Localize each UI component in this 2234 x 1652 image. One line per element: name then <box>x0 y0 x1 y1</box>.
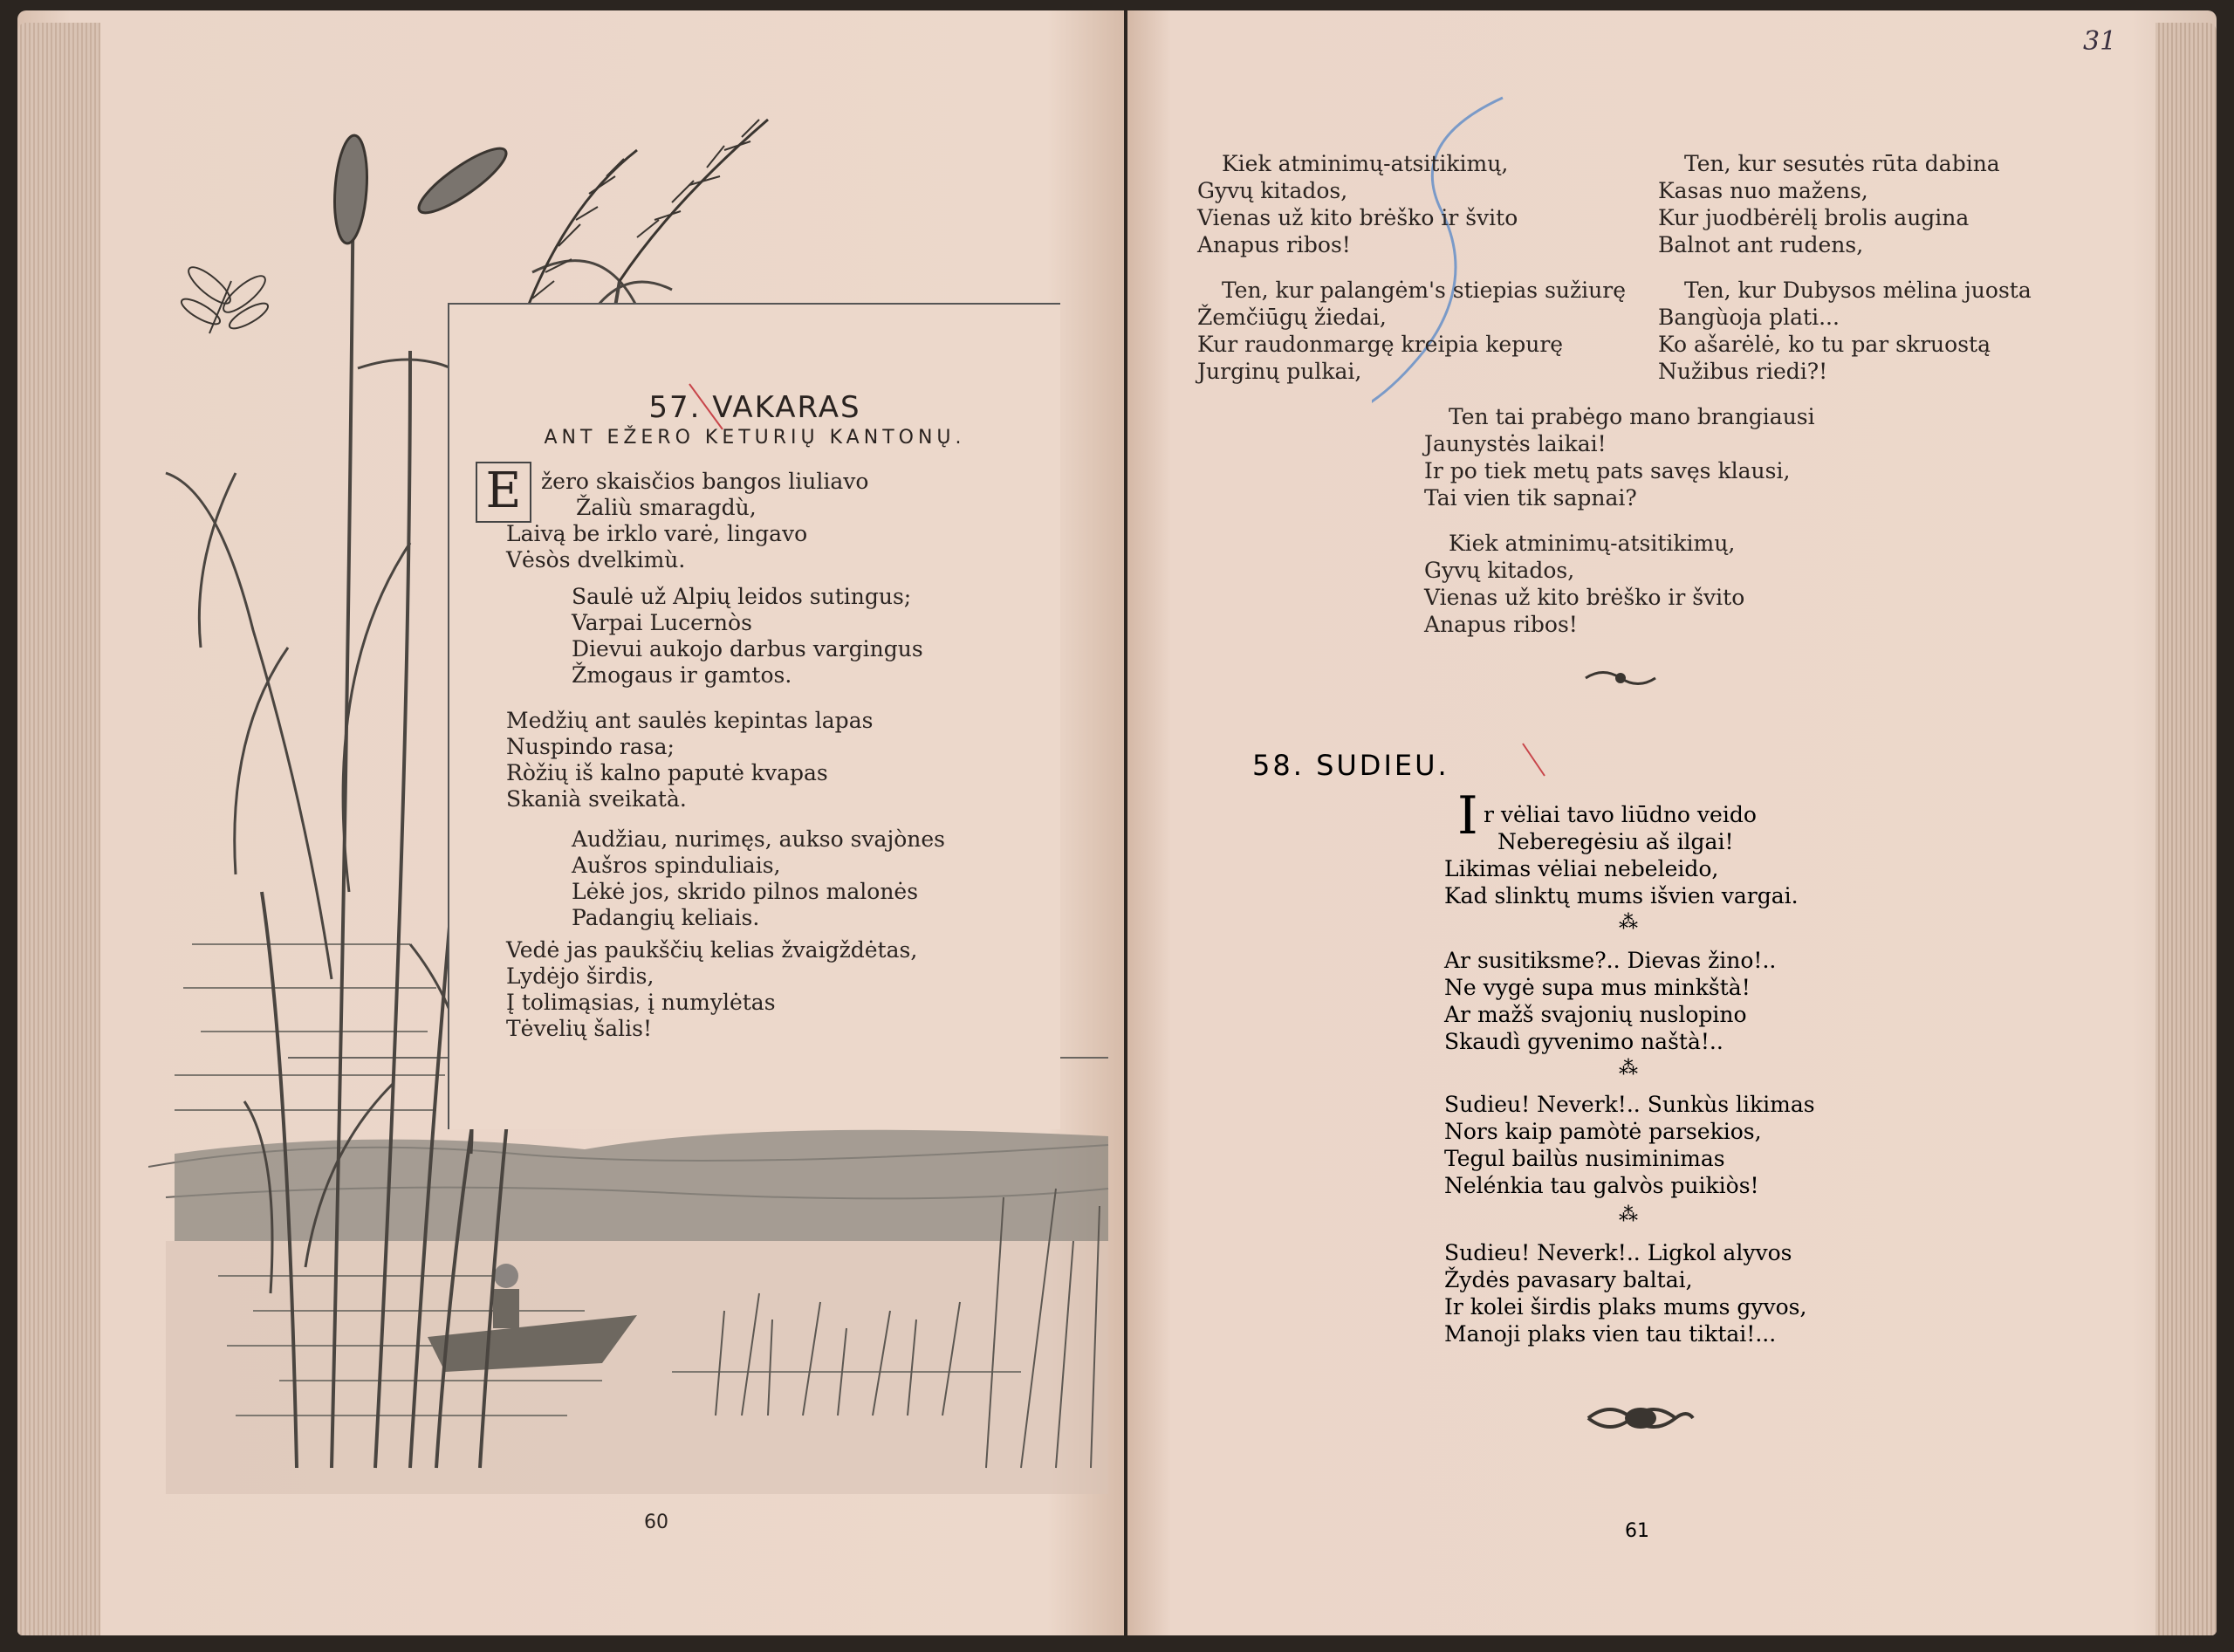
stanza-5 <box>506 937 917 1042</box>
poem-58-stanza-1 <box>1484 801 1757 855</box>
verse-line: žero skaisčios bangos liuliavo <box>541 469 869 494</box>
stanza-center-1 <box>1424 403 1815 511</box>
stanza-right-1 <box>1658 150 2000 258</box>
verse-line: Gyvų kitados, <box>1197 178 1348 203</box>
verse-line: Vedė jas paukščių kelias žvaigždėtas, <box>506 937 918 963</box>
verse-line: Aušros spinduliais, <box>572 853 781 878</box>
poem-58-stanza-3 <box>1444 1091 1815 1199</box>
verse-line: Nelénkia tau galvòs puikiòs! <box>1444 1173 1759 1198</box>
verse-line: Anapus ribos! <box>1424 612 1578 637</box>
verse-line: Vienas už kito brėško ir švito <box>1424 585 1745 610</box>
verse-line: Kasas nuo mažens, <box>1658 178 1868 203</box>
verse-line: Ten, kur palangėm's stiepias sužiurę <box>1222 278 1627 303</box>
verse-line: Žmogaus ir gamtos. <box>572 662 792 688</box>
verse-line: Ne vygė supa mus minkštà! <box>1444 975 1751 1000</box>
verse-line: Ten, kur Dubysos mėlina juosta <box>1684 278 2032 303</box>
page-edges <box>2155 23 2217 1635</box>
verse-line: Vėsòs dvelkimù. <box>506 547 686 572</box>
stanza-3 <box>506 708 873 812</box>
verse-line: Ko ašarėlė, ko tu par skruostą <box>1658 332 1991 357</box>
stanza-1-cont <box>506 521 807 573</box>
handwritten-page-number: 31 <box>2083 26 2117 57</box>
stanza-right-2 <box>1658 277 2032 385</box>
red-pencil-mark <box>681 377 733 447</box>
verse-line: Ar mažš svajonių nuslopino <box>1444 1002 1747 1027</box>
poem-58-title: 58. SUDIEU. <box>1252 749 1449 782</box>
verse-line: Jaunystės laikai! <box>1424 431 1607 456</box>
verse-line: Skaudì gyvenimo naštà!.. <box>1444 1029 1723 1054</box>
verse-line: Ten, kur sesutės rūta dabina <box>1684 151 2000 176</box>
verse-line: Ten tai prabėgo mano brangiausi <box>1449 404 1815 429</box>
poem-57-title: 57. VAKARAS <box>648 390 861 425</box>
verse-line: Lydėjo širdis, <box>506 963 654 989</box>
verse-line: Bangùoja plati... <box>1658 305 1840 330</box>
verse-line: Padangių keliais. <box>572 905 760 930</box>
verse-line: Sudieu! Neverk!.. Sunkùs likimas <box>1444 1092 1815 1117</box>
verse-line: Ir po tiek metų pats savęs klausi, <box>1424 458 1791 483</box>
verse-line: Dievui aukojo darbus vargingus <box>572 636 923 661</box>
verse-line: Vienas už kito brėško ir švito <box>1197 205 1518 230</box>
page-number-right: 61 <box>1625 1520 1649 1542</box>
verse-line: Laivą be irklo varė, lingavo <box>506 521 808 546</box>
verse-line: Skanià sveikatà. <box>506 786 687 812</box>
poem-57-subtitle: ANT EŽERO KETURIŲ KANTONŲ. <box>544 427 966 449</box>
separator-star: ⁂ <box>1619 912 1638 934</box>
verse-line: Sudieu! Neverk!.. Ligkol alyvos <box>1444 1240 1792 1265</box>
page-number-left: 60 <box>644 1511 668 1533</box>
stanza-2 <box>572 584 923 689</box>
stanza-left-1 <box>1197 150 1518 258</box>
poem-58-stanza-4 <box>1444 1239 1806 1347</box>
verse-line: Varpai Lucernòs <box>572 610 752 635</box>
poem-58-stanza-1-cont <box>1444 855 1799 909</box>
open-book <box>17 0 2217 1652</box>
verse-line: Nužibus riedi?! <box>1658 359 1828 384</box>
verse-line: Ir kolei širdis plaks mums gyvos, <box>1444 1294 1807 1320</box>
stanza-4 <box>572 826 945 931</box>
page-edges <box>17 23 100 1635</box>
drop-cap: I <box>1457 785 1478 847</box>
verse-line: Audžiau, nurimęs, aukso svajònes <box>572 826 945 852</box>
verse-line: Ròžių iš kalno paputė kvapas <box>506 760 828 785</box>
verse-line: Neberegėsiu aš ilgai! <box>1497 829 1734 854</box>
verse-line: Kiek atminimų-atsitikimų, <box>1222 151 1509 176</box>
verse-line: Ar susitiksme?.. Dievas žino!.. <box>1444 948 1777 973</box>
verse-line: Anapus ribos! <box>1197 232 1351 257</box>
verse-line: Balnot ant rudens, <box>1658 232 1864 257</box>
end-ornament <box>1584 1396 1697 1440</box>
separator-star: ⁂ <box>1619 1058 1638 1080</box>
poem-57-frame <box>448 303 1060 1129</box>
verse-line: Saulė už Alpių leidos sutingus; <box>572 584 912 609</box>
divider-ornament <box>1581 665 1660 691</box>
left-page <box>17 10 1124 1635</box>
verse-line: Medžių ant saulės kepintas lapas <box>506 708 874 733</box>
stanza-1 <box>541 469 868 521</box>
red-pencil-mark <box>1518 739 1553 783</box>
verse-line: Kur juodbėrėlį brolis augina <box>1658 205 1970 230</box>
stanza-left-2 <box>1197 277 1626 385</box>
verse-line: Žemčiūgų žiedai, <box>1197 305 1387 330</box>
separator-star: ⁂ <box>1619 1204 1638 1226</box>
verse-line: Tėvelių šalis! <box>506 1016 653 1041</box>
verse-line: Gyvų kitados, <box>1424 558 1575 583</box>
verse-line: Žaliù smaragdù, <box>576 495 757 520</box>
verse-line: Žydės pavasary baltai, <box>1444 1267 1693 1292</box>
verse-line: Į tolimąsias, į numylėtas <box>506 990 776 1015</box>
verse-line: Tai vien tik sapnai? <box>1424 485 1637 511</box>
drop-cap: E <box>476 462 531 523</box>
verse-line: Kur raudonmargę kreipia kepurę <box>1197 332 1564 357</box>
verse-line: Kiek atminimų-atsitikimų, <box>1449 531 1736 556</box>
stanza-center-2 <box>1424 530 1744 638</box>
verse-line: Likimas vėliai nebeleido, <box>1444 856 1719 881</box>
verse-line: Lėkė jos, skrido pilnos malonės <box>572 879 919 904</box>
poem-58-stanza-2 <box>1444 947 1776 1055</box>
verse-line: Jurginų pulkai, <box>1197 359 1362 384</box>
verse-line: Nuspindo rasa; <box>506 734 675 759</box>
verse-line: Tegul bailùs nusiminimas <box>1444 1146 1725 1171</box>
verse-line: Manoji plaks vien tau tiktai!... <box>1444 1321 1777 1347</box>
verse-line: Kad slinktų mums išvien vargai. <box>1444 883 1799 908</box>
verse-line: Nors kaip pamòtė parsekios, <box>1444 1119 1762 1144</box>
verse-line: r vėliai tavo liūdno veido <box>1484 802 1757 827</box>
